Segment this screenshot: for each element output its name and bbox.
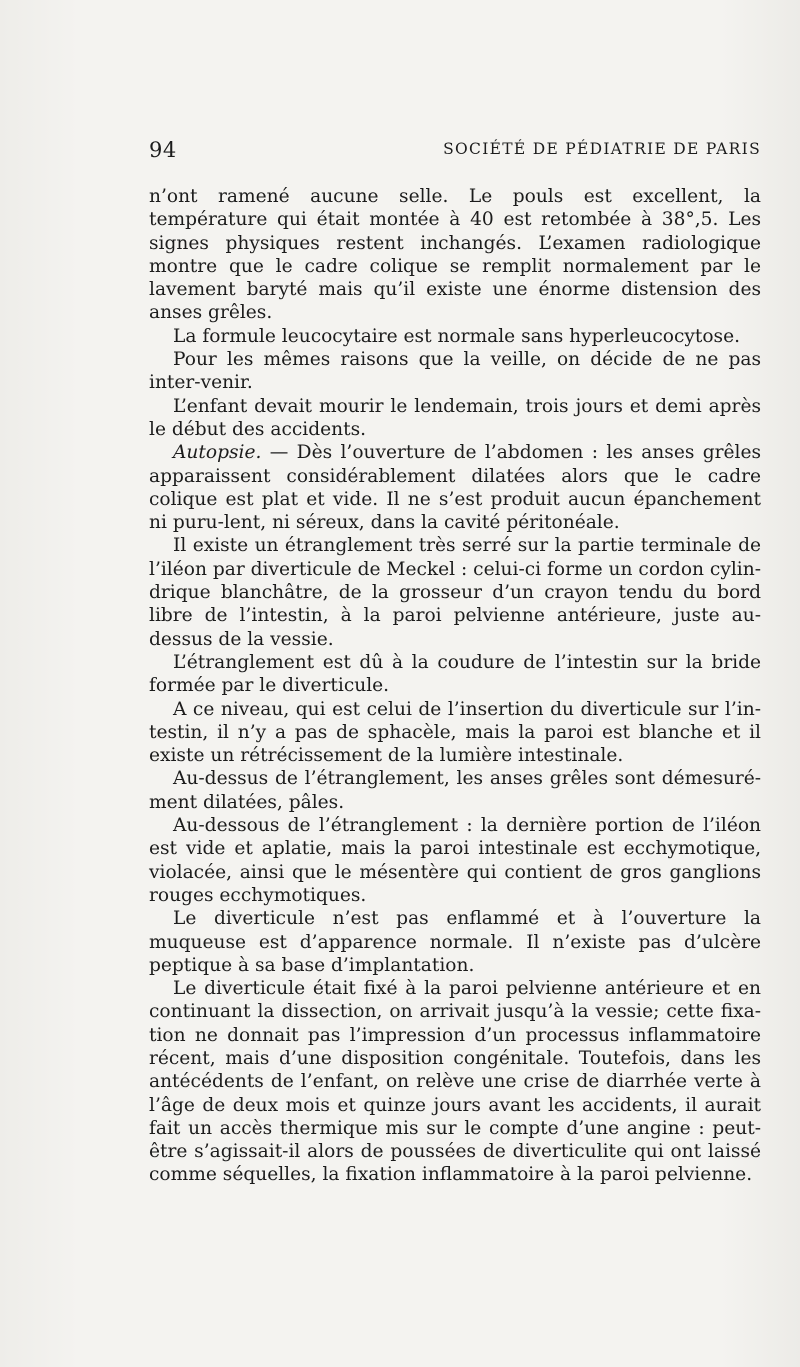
paragraph-7: L’étranglement est dû à la coudure de l’intestin sur la bride formée par le diverticule. — [149, 651, 761, 697]
page-number: 94 — [149, 138, 177, 162]
paragraph-12: Le diverticule était fixé à la paroi pelvienne antérieure et en continuant la dissection, on arrivait jusqu’à la vessie; cette fixa-tion ne donnait pas l’impression d’un processus inflammatoire récent, mais d’une disposition congénitale. Toutefois, dans les antécédents de l’enfant, on relève une crise de diarrhée verte à l’âge de deux mois et quinze jours avant les accidents, il aurait fait un accès thermique mis sur le compte d’une angine : peut-être s’agissait-il alors de poussées de diverticulite qui ont laissé comme séquelles, la fixation inflammatoire à la paroi pelvienne. — [149, 978, 761, 1186]
autopsy-label: Autopsie. — [173, 442, 262, 464]
paragraph-2: La formule leucocytaire est normale sans hyperleucocytose. — [173, 325, 741, 347]
body-text — [149, 185, 761, 1187]
paragraph-11: Le diverticule n’est pas enflammé et à l’ouverture la muqueuse est d’apparence normale. Il n’existe pas d’ulcère peptique à sa base d’implantation. — [149, 908, 761, 976]
paragraph-8: A ce niveau, qui est celui de l’insertion du diverticule sur l’in-testin, il n’y a pas de sphacèle, mais la paroi est blanche et il existe un rétrécissement de la lumière intestinale. — [149, 698, 761, 767]
paragraph-1: n’ont ramené aucune selle. Le pouls est excellent, la température qui était montée à 40 est retombée à 38°,5. Les signes physiques restent inchangés. L’examen radiologique montre que le cadre colique se remplit normalement par le lavement baryté mais qu’il existe une énorme distension des anses grêles. — [149, 186, 761, 324]
paragraph-6: Il existe un étranglement très serré sur la partie terminale de l’iléon par diverticule de Meckel : celui-ci forme un cordon cylin-drique blanchâtre, de la grosseur d’un crayon tendu du bord libre de l’intestin, à la paroi pelvienne antérieure, juste au-dessus de la vessie. — [149, 535, 761, 650]
autopsy-paragraph — [149, 441, 761, 534]
page-header — [149, 138, 761, 168]
paragraph-4: L’enfant devait mourir le lendemain, trois jours et demi après le début des accidents. — [149, 395, 761, 440]
autopsy-text: — Dès l’ouverture de l’abdomen : les anses grêles apparaissent considérablement dilatées alors que le cadre colique est plat et vide. Il ne s’est produit aucun épanchement ni puru-lent, ni séreux, dans la cavité péritonéale. — [149, 442, 761, 534]
paragraph-9: Au-dessus de l’étranglement, les anses grêles sont démesuré-ment dilatées, pâles. — [149, 768, 761, 813]
running-title: SOCIÉTÉ DE PÉDIATRIE DE PARIS — [443, 140, 761, 158]
paragraph-3: Pour les mêmes raisons que la veille, on décide de ne pas inter-venir. — [149, 349, 761, 394]
paragraph-10: Au-dessous de l’étranglement : la dernière portion de l’iléon est vide et aplatie, mais la paroi intestinale est ecchymotique, violacée, ainsi que le mésentère qui contient de gros ganglions rouges ecchymotiques. — [149, 815, 761, 906]
